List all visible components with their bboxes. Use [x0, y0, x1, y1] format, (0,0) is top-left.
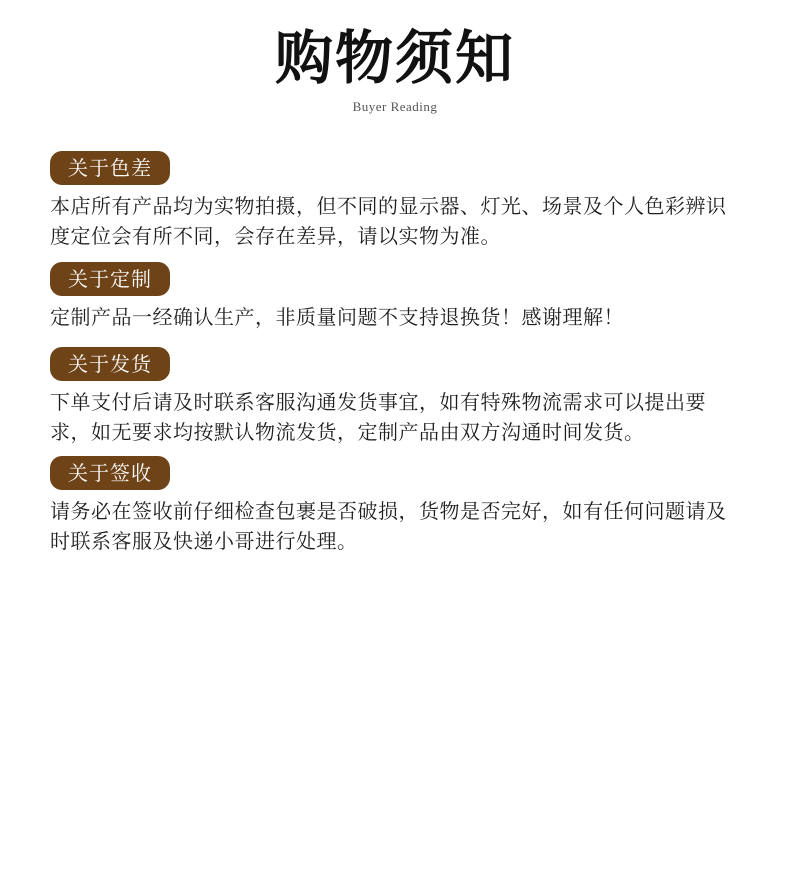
page-subtitle: Buyer Reading: [352, 99, 438, 114]
section-text-receipt: 请务必在签收前仔细检查包裹是否破损，货物是否完好，如有任何问题请及时联系客服及快递小哥进行处理。: [50, 499, 727, 553]
page-header: [0, 22, 790, 116]
section-text-color-difference: 本店所有产品均为实物拍摄，但不同的显示器、灯光、场景及个人色彩辨识度定位会有所不同，会存在差异，请以实物为准。: [50, 194, 727, 248]
section-badge-shipping: 关于发货: [50, 347, 170, 381]
section-customization: [50, 262, 750, 332]
section-receipt: [50, 456, 750, 556]
section-badge-color-difference: 关于色差: [50, 151, 170, 185]
section-shipping: [50, 347, 750, 447]
section-badge-customization: 关于定制: [50, 262, 170, 296]
page-title: 购物须知: [274, 24, 515, 92]
section-color-difference: [50, 151, 750, 251]
section-text-customization: 定制产品一经确认生产，非质量问题不支持退换货！感谢理解！: [50, 305, 624, 329]
section-text-shipping: 下单支付后请及时联系客服沟通发货事宜，如有特殊物流需求可以提出要求，如无要求均按默认物流发货，定制产品由双方沟通时间发货。: [50, 390, 706, 444]
section-badge-receipt: 关于签收: [50, 456, 170, 490]
